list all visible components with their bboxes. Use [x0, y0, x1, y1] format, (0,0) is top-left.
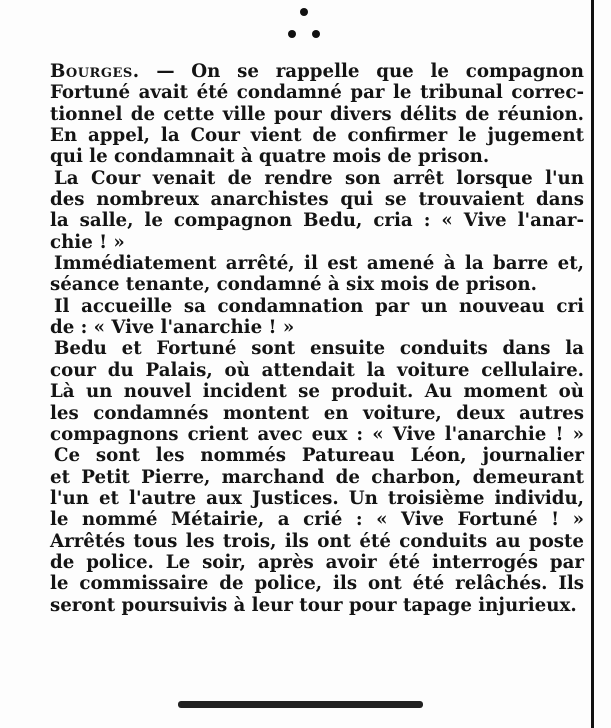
dateline-place: Bourges.	[50, 61, 140, 82]
article-line: et Petit Pierre, marchand de charbon, demeurant	[50, 466, 584, 488]
article-line: Bedu et Fortuné sont ensuite conduits dans la	[54, 338, 584, 360]
article-line: séance tenante, condamné à six mois de prison.	[50, 274, 537, 296]
column-rule	[591, 0, 594, 728]
article-line: qui le condamnait à quatre mois de prison.	[50, 146, 490, 168]
article-line: En appel, la Cour vient de confirmer le jugement	[50, 125, 584, 147]
article-line: Bourges. — On se rappelle que le compagnon	[50, 61, 584, 82]
article-line: Il accueille sa condamnation par un nouveau cri	[54, 295, 584, 317]
article-line: Fortuné avait été condamné par le tribunal correc-	[50, 82, 584, 104]
asterism-dot-left	[288, 30, 296, 38]
article-line: Là un nouvel incident se produit. Au moment où	[50, 381, 584, 403]
article-line: de : « Vive l'anarchie ! »	[50, 317, 295, 339]
article-line: Arrêtés tous les trois, ils ont été conduits au poste	[50, 530, 584, 552]
article-line: le nommé Métairie, a crié : « Vive Fortuné ! »	[50, 509, 584, 531]
article-line: seront poursuivis à leur tour pour tapage injurieux.	[50, 594, 577, 616]
news-article	[50, 61, 584, 616]
article-line: l'un et l'autre aux Justices. Un troisième individu,	[50, 487, 584, 509]
article-line: compagnons crient avec eux : « Vive l'anarchie ! »	[50, 423, 584, 445]
article-line: la salle, le compagnon Bedu, cria : « Vive l'anar-	[50, 210, 584, 232]
article-line: Ce sont les nommés Patureau Léon, journalier	[54, 445, 584, 467]
asterism-dot-top	[300, 8, 308, 16]
article-line: de police. Le soir, après avoir été interrogés par	[50, 551, 584, 573]
article-line: chie ! »	[50, 231, 125, 253]
article-end-rule	[178, 701, 423, 708]
article-line: les condamnés montent en voiture, deux autres	[50, 402, 584, 424]
article-line: des nombreux anarchistes qui se trouvaient dans	[50, 189, 584, 211]
article-line: La Cour venait de rendre son arrêt lorsque l'un	[54, 167, 584, 189]
asterism-dot-right	[312, 30, 320, 38]
article-line: tionnel de cette ville pour divers délits de réunion.	[50, 103, 584, 125]
asterism-ornament	[282, 6, 326, 50]
article-line: Immédiatement arrêté, il est amené à la barre et,	[54, 253, 584, 275]
article-line: cour du Palais, où attendait la voiture cellulaire.	[50, 359, 584, 381]
article-line: le commissaire de police, ils ont été relâchés. Ils	[50, 573, 584, 595]
